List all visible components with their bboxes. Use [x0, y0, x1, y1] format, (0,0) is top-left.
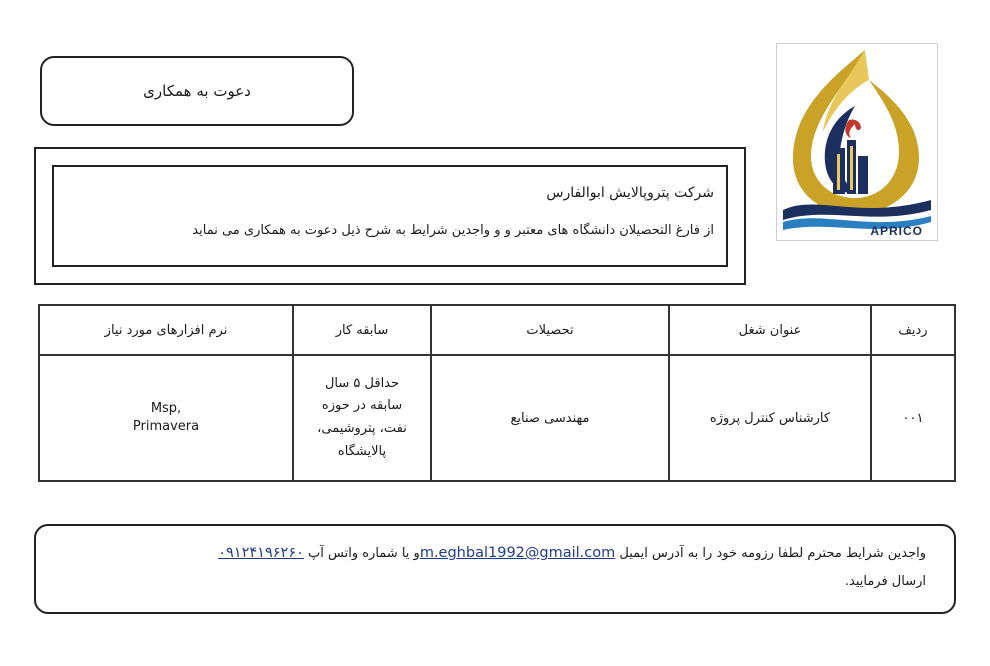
cell-software: [39, 355, 293, 481]
contact-box: [34, 524, 956, 614]
experience-line: حداقل ۵ سال: [324, 375, 400, 391]
contact-text-before: واجدین شرایط محترم لطفا رزومه خود را به آدرس ایمیل: [619, 546, 926, 561]
title-text: دعوت به همکاری: [143, 82, 251, 100]
experience-line: سابقه در حوزه: [321, 398, 403, 414]
company-logo: [776, 43, 938, 241]
software-line: Primavera: [132, 419, 200, 434]
header-software: نرم افزارهای مورد نیاز: [39, 305, 293, 355]
intro-box: [34, 147, 746, 285]
header-row-number: ردیف: [871, 305, 955, 355]
table-row: [39, 355, 955, 481]
cell-education: مهندسی صنایع: [431, 355, 669, 481]
aprico-logo-icon: [777, 44, 937, 240]
experience-line: نفت، پتروشیمی،: [317, 421, 407, 436]
intro-inner-box: [52, 165, 728, 267]
logo-label: APRICO: [870, 224, 923, 238]
contact-line-2: ارسال فرمایید.: [844, 574, 926, 590]
header-education: تحصیلات: [431, 305, 669, 355]
company-name: شرکت پتروپالایش ابوالفارس: [546, 185, 714, 201]
intro-text: از فارغ التحصیلان دانشگاه های معتبر و و واجدین شرایط به شرح ذیل دعوت به همکاری می نماید: [192, 223, 714, 238]
table-header-row: [39, 305, 955, 355]
cell-job-title: کارشناس کنترل پروژه: [669, 355, 871, 481]
experience-line: پالایشگاه: [337, 443, 387, 459]
contact-line-1: [64, 538, 926, 568]
title-box: [40, 56, 354, 126]
phone-link[interactable]: ۰۹۱۲۴۱۹۶۲۶۰: [218, 545, 304, 561]
header-experience: سابقه کار: [293, 305, 431, 355]
email-link[interactable]: m.eghbal1992@gmail.com: [419, 545, 616, 561]
cell-row-number: ۰۰۱: [871, 355, 955, 481]
software-line: Msp,: [150, 401, 182, 417]
cell-experience: [293, 355, 431, 481]
jobs-table: [38, 304, 956, 482]
contact-text-middle: و یا شماره واتس آپ: [308, 546, 420, 561]
header-job-title: عنوان شغل: [669, 305, 871, 355]
